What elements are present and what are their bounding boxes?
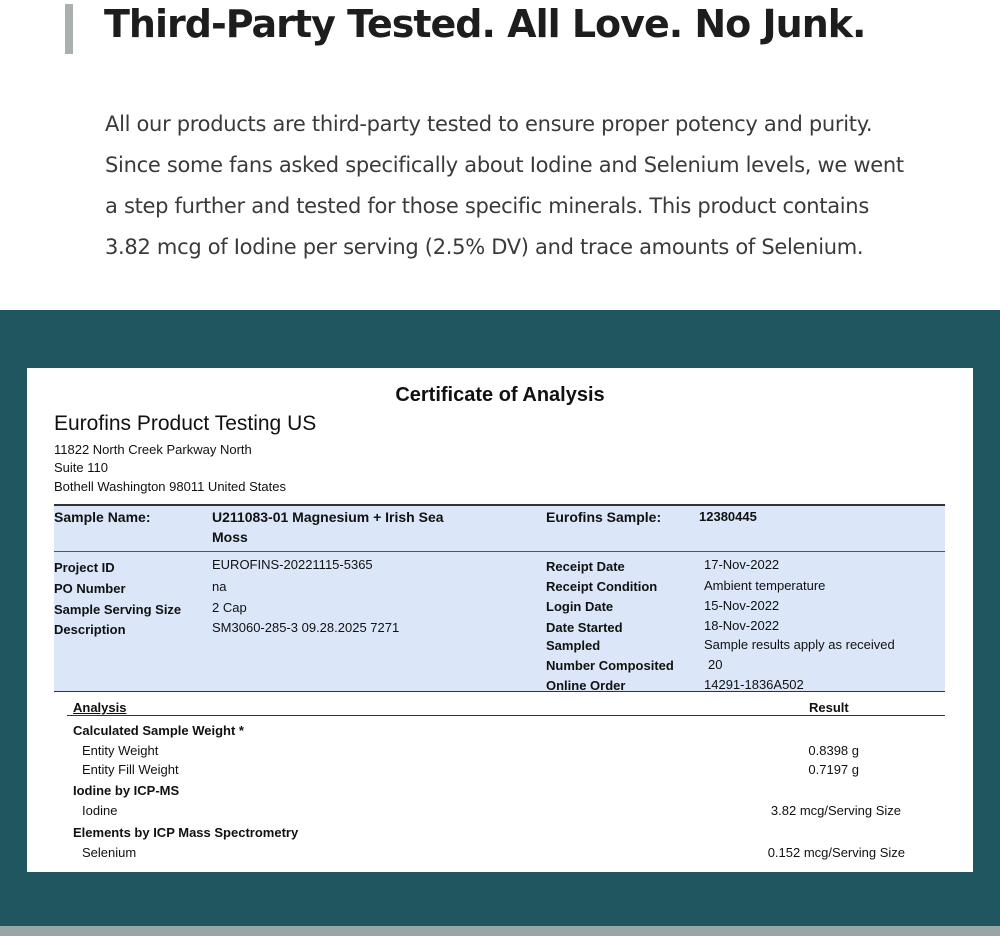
certificate-of-analysis <box>27 368 973 872</box>
analysis-result: 0.7197 g <box>808 762 859 777</box>
eurofins-sample-label: Eurofins Sample: <box>546 509 662 525</box>
sample-name-value-cont: Moss <box>212 529 248 545</box>
sample-info-box <box>54 504 945 692</box>
lab-name: Eurofins Product Testing US <box>54 412 317 435</box>
field-value: 17-Nov-2022 <box>704 557 780 572</box>
title-accent-bar <box>65 4 73 54</box>
sample-name-label: Sample Name: <box>54 509 151 525</box>
field-value: Ambient temperature <box>704 578 826 593</box>
field-value: 20 <box>708 657 723 672</box>
analysis-header: Analysis <box>73 700 127 715</box>
info-divider <box>54 551 945 552</box>
body-copy <box>105 104 925 268</box>
lab-address-line: Bothell Washington 98011 United States <box>54 479 286 494</box>
field-value: Sample results apply as received <box>704 637 895 652</box>
headline: Third-Party Tested. All Love. No Junk. <box>104 2 866 46</box>
certificate-title: Certificate of Analysis <box>395 384 605 406</box>
field-value: 18-Nov-2022 <box>704 618 780 633</box>
field-value: 2 Cap <box>212 600 247 615</box>
result-header: Result <box>809 700 849 715</box>
field-label: Sampled <box>546 638 601 653</box>
field-value: na <box>212 579 227 594</box>
analysis-item: Entity Weight <box>82 743 159 758</box>
body-line: All our products are third-party tested to ensure proper potency and purity. <box>105 112 873 136</box>
field-label: Receipt Date <box>546 559 625 574</box>
field-label: PO Number <box>54 581 126 596</box>
field-label: Description <box>54 622 126 637</box>
analysis-group: Calculated Sample Weight * <box>73 723 244 738</box>
field-label: Online Order <box>546 678 626 693</box>
field-value: 15-Nov-2022 <box>704 598 780 613</box>
field-label: Receipt Condition <box>546 579 658 594</box>
analysis-result: 0.152 mcg/Serving Size <box>767 845 905 860</box>
field-value: EUROFINS-20221115-5365 <box>212 557 373 572</box>
analysis-item: Iodine <box>82 803 118 818</box>
analysis-item: Selenium <box>82 845 137 860</box>
field-label: Sample Serving Size <box>54 602 182 617</box>
body-line: a step further and tested for those specific minerals. This product contains <box>105 194 869 218</box>
body-line: Since some fans asked specifically about Iodine and Selenium levels, we went <box>105 153 904 177</box>
field-label: Login Date <box>546 599 614 614</box>
analysis-divider <box>67 715 945 716</box>
lab-address-line: 11822 North Creek Parkway North <box>54 442 252 457</box>
eurofins-sample-value: 12380445 <box>699 509 757 524</box>
analysis-result: 0.8398 g <box>808 743 859 758</box>
field-label: Project ID <box>54 560 115 575</box>
body-line: 3.82 mcg of Iodine per serving (2.5% DV) and trace amounts of Selenium. <box>105 235 864 259</box>
field-label: Number Composited <box>546 658 674 673</box>
hero-section <box>0 0 1000 310</box>
field-value: 14291-1836A502 <box>704 677 804 692</box>
sample-name-value: U211083-01 Magnesium + Irish Sea <box>212 509 444 525</box>
analysis-item: Entity Fill Weight <box>82 762 179 777</box>
field-label: Date Started <box>546 620 623 635</box>
analysis-result: 3.82 mcg/Serving Size <box>770 803 901 818</box>
lab-address-line: Suite 110 <box>54 460 108 475</box>
analysis-group: Iodine by ICP-MS <box>73 783 180 798</box>
field-value: SM3060-285-3 09.28.2025 7271 <box>212 620 400 635</box>
bottom-strip <box>0 926 1000 936</box>
analysis-group: Elements by ICP Mass Spectrometry <box>73 825 299 840</box>
